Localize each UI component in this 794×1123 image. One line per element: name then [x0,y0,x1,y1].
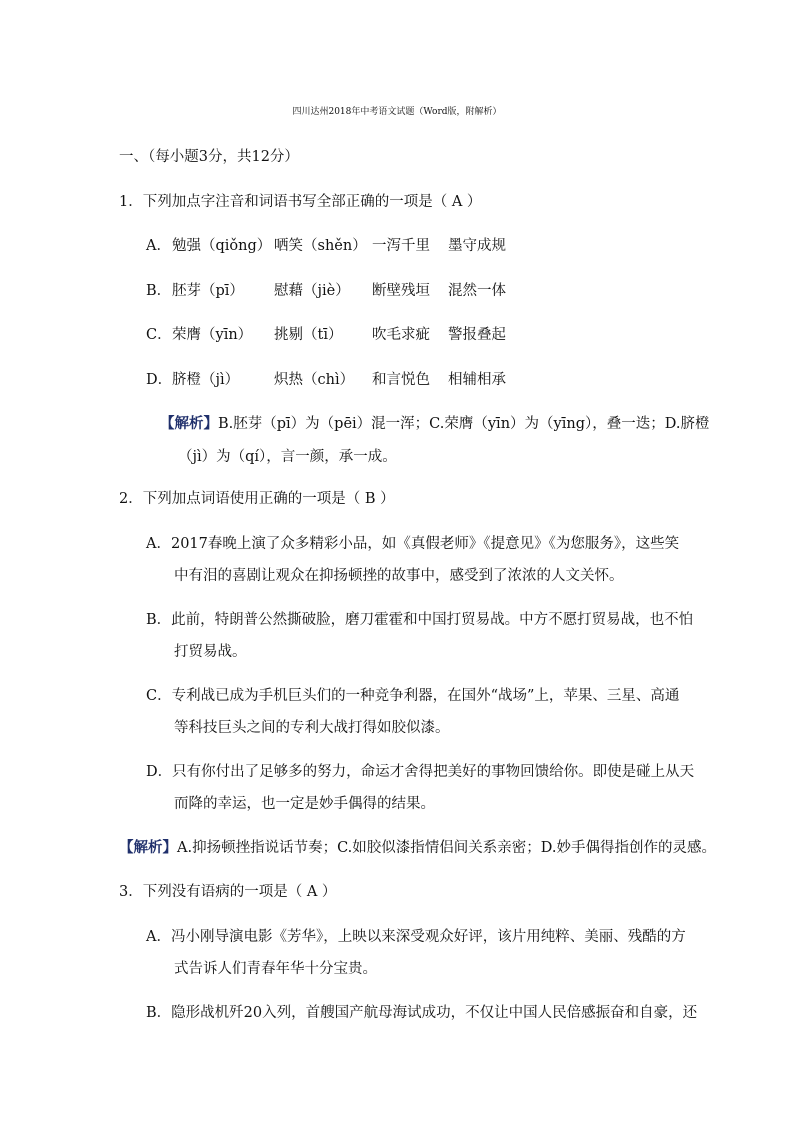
option-cell: 挑剔（tī） [274,327,343,343]
option-cell: 慰藉（jiè） [274,283,350,299]
question-2-option-c: C．专利战已成为手机巨头们的一种竞争利器，在国外“战场”上，苹果、三星、高通 [146,688,680,704]
section-heading: 一、（每小题3分，共12分） [119,149,299,165]
question-2-option-a-cont: 中有泪的喜剧让观众在抑扬顿挫的故事中，感受到了浓浓的人文关怀。 [174,568,624,584]
question-1-analysis [160,414,709,434]
question-2-option-d-cont: 而降的幸运，也一定是妙手偶得的结果。 [174,796,435,812]
question-2-option-c-cont: 等科技巨头之间的专利大战打得如胶似漆。 [174,720,450,736]
question-1-option-b [146,281,506,301]
option-cell: 一泻千里 [372,238,430,254]
question-2-analysis [119,838,716,858]
option-cell: 墨守成规 [448,238,506,254]
option-cell: 胚芽（pī） [172,283,244,299]
question-3-option-b: B．隐形战机歼20入列，首艘国产航母海试成功，不仅让中国人民倍感振奋和自豪，还 [146,1005,698,1021]
option-cell: 和言悦色 [372,372,430,388]
analysis-tag: 【解析】 [119,839,177,856]
question-2-option-b: B．此前，特朗普公然撕破脸，磨刀霍霍和中国打贸易战。中方不愿打贸易战，也不怕 [146,612,694,628]
document-title: 四川达州2018年中考语文试题（Word版，附解析） [292,107,502,117]
question-2-stem: 2．下列加点词语使用正确的一项是（ B ） [119,491,395,507]
question-1-option-d [146,370,506,390]
question-3-option-a-cont: 式告诉人们青春年华十分宝贵。 [174,961,377,977]
option-label: B． [146,283,172,299]
question-1-option-c [146,325,506,345]
question-2-option-d: D．只有你付出了足够多的努力，命运才舍得把美好的事物回馈给你。即使是碰上从天 [146,764,695,780]
option-label: C． [146,327,172,343]
option-cell: 哂笑（shěn） [274,238,367,254]
option-cell: 勉强（qiǒng） [172,238,272,254]
question-3-option-a: A．冯小刚导演电影《芳华》，上映以来深受观众好评，该片用纯粹、美丽、残酷的方 [146,929,686,945]
option-cell: 断壁残垣 [372,283,430,299]
option-cell: 警报叠起 [448,327,506,343]
option-cell: 脐橙（jì） [172,372,240,388]
question-1-analysis-cont: （jì）为（qí），言一颜，承一成。 [178,449,397,465]
analysis-text: B.胚芽（pī）为（pēi）混一浑；C.荣膺（yīn）为（yīng），叠一迭；D.脐橙 [218,416,710,432]
question-1-stem: 1．下列加点字注音和词语书写全部正确的一项是（ A ） [119,194,482,210]
analysis-tag: 【解析】 [160,415,218,432]
question-2-option-b-cont: 打贸易战。 [174,644,247,660]
option-cell: 吹毛求疵 [372,327,430,343]
option-cell: 相辅相承 [448,372,506,388]
analysis-text: A.抑扬顿挫指说话节奏；C.如胶似漆指情侣间关系亲密；D.妙手偶得指创作的灵感。 [177,840,716,856]
question-2-option-a: A．2017春晚上演了众多精彩小品，如《真假老师》《提意见》《为您服务》，这些笑 [146,536,680,552]
question-3-stem: 3．下列没有语病的一项是（ A ） [119,884,337,900]
option-cell: 混然一体 [448,283,506,299]
option-cell: 荣膺（yīn） [172,327,253,343]
option-cell: 炽热（chì） [274,372,355,388]
question-1-option-a [146,236,506,256]
option-label: A． [146,238,171,254]
option-label: D． [146,372,173,388]
